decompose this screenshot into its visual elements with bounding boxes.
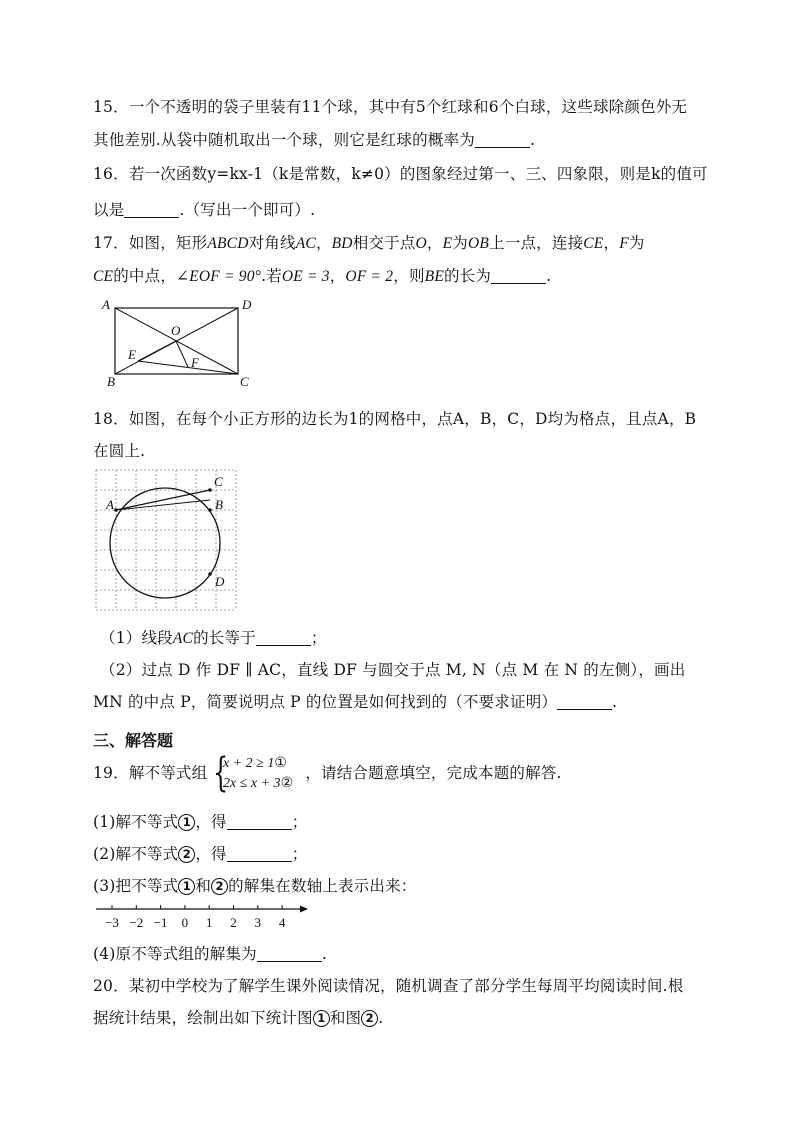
label-a: A <box>102 297 110 312</box>
q19-text: ； <box>291 845 308 863</box>
ineq1-number: ① <box>274 756 287 771</box>
circled-number: 2 <box>211 878 228 895</box>
inequality-1 <box>223 755 287 772</box>
q15-line1: 15．一个不透明的袋子里装有11个球，其中有5个红球和6个白球，这些球除颜色外无 <box>93 98 688 116</box>
q18-text: . <box>612 693 618 711</box>
point-d <box>208 572 212 576</box>
q18-text: 的长等于 <box>193 629 256 647</box>
q17-math: CE <box>583 235 604 252</box>
ineq2-text: 2x ≤ x + 3 <box>223 776 281 791</box>
label-c: C <box>240 374 249 389</box>
q19-text: ，得 <box>195 845 227 863</box>
label-b: B <box>215 497 223 512</box>
q17-text: .若 <box>261 267 282 285</box>
q20-text: 据统计结果，绘制出如下统计图 <box>93 1009 313 1027</box>
label-e: E <box>128 347 136 362</box>
q18-line1: 18．如图，在每个小正方形的边长为1的网格中，点A，B，C，D均为格点，且点A，B <box>93 410 697 428</box>
q17-text: 相交于点 <box>352 234 416 252</box>
label-c: C <box>214 474 223 489</box>
q19-step3 <box>93 876 416 896</box>
circled-number: 1 <box>178 814 195 831</box>
q19-step4 <box>93 944 327 964</box>
q17-math: BE <box>424 268 444 285</box>
number-line <box>96 903 316 935</box>
tick-label: −2 <box>129 915 144 930</box>
answer-blank[interactable] <box>257 945 322 962</box>
answer-blank[interactable] <box>557 693 612 710</box>
tick-label: 1 <box>205 915 213 930</box>
ineq2-number: ② <box>280 776 294 791</box>
q17-line1 <box>93 233 645 254</box>
q18-sub1 <box>100 628 327 649</box>
answer-blank[interactable] <box>124 201 179 218</box>
q17-text: ， <box>603 234 620 252</box>
q17-text: 上一点，连接 <box>489 234 584 252</box>
q19-text: ，得 <box>195 813 227 831</box>
q17-math: O <box>415 235 427 252</box>
q20-line2 <box>93 1008 383 1028</box>
q17-math: E <box>442 235 453 252</box>
ineq1-text: x + 2 ≥ 1 <box>223 756 275 771</box>
answer-blank[interactable] <box>227 813 292 830</box>
circled-number: 2 <box>361 1010 378 1027</box>
q16-line1: 16．若一次函数y=kx-1（k是常数，k≠0）的图象经过第一、三、四象限，则是k的值可 <box>93 165 708 183</box>
q17-text: 的长为 <box>444 267 492 285</box>
q19-text: ，请结合题意填空，完成本题的解答. <box>305 764 562 782</box>
q18-math: AC <box>172 630 194 647</box>
q17-angle: ∠EOF = 90° <box>176 268 262 285</box>
q17-text: 17．如图，矩形 <box>93 234 208 252</box>
segment-ce <box>138 361 238 374</box>
label-f: F <box>191 355 199 370</box>
q17-text: . <box>546 267 552 285</box>
q18-sub2-line2 <box>93 692 617 712</box>
segment-oe <box>138 341 176 361</box>
label-d: D <box>215 574 225 589</box>
q17-line2 <box>93 266 551 287</box>
point-b <box>208 508 212 512</box>
brace: { <box>213 750 229 796</box>
circled-number: 1 <box>178 878 195 895</box>
q17-text: 为 <box>628 234 645 252</box>
q15-period: . <box>529 131 536 149</box>
q17-math: OE = 3 <box>281 268 330 285</box>
q19-text: ； <box>291 813 308 831</box>
segment-a-b <box>116 500 210 510</box>
answer-blank[interactable] <box>475 131 530 148</box>
answer-blank[interactable] <box>227 845 292 862</box>
q15-text: 其他差别.从袋中随机取出一个球，则它是红球的概率为 <box>93 131 475 149</box>
q17-math: F <box>619 235 629 252</box>
inequality-2 <box>223 775 293 792</box>
label-o: O <box>171 323 181 338</box>
q17-text: 对角线 <box>248 234 296 252</box>
tick-label: −1 <box>153 915 168 930</box>
q17-math: BD <box>331 235 353 252</box>
q18-sub2-line1: （2）过点 D 作 DF ∥ AC，直线 DF 与圆交于点 M, N（点 M 在 N 的左侧），画出 <box>100 661 686 679</box>
q17-math: AC <box>295 235 316 252</box>
grid-figure <box>96 470 241 618</box>
q19-intro <box>93 763 562 783</box>
q18-text: MN 的中点 P，简要说明点 P 的位置是如何找到的（不要求证明） <box>93 693 558 711</box>
label-b: B <box>107 374 115 389</box>
q17-text: 的中点， <box>113 267 177 285</box>
tick-label: −3 <box>105 915 119 930</box>
label-a: A <box>106 497 114 512</box>
q19-text: . <box>321 945 327 963</box>
q19-step1 <box>93 812 307 832</box>
q17-text: 为 <box>452 234 468 252</box>
q19-text: 和 <box>195 877 212 895</box>
q15-line2 <box>93 130 535 150</box>
tick-label: 3 <box>254 915 262 930</box>
answer-blank[interactable] <box>491 267 546 284</box>
q18-line2: 在圆上. <box>93 442 146 460</box>
q17-text: ， <box>315 234 332 252</box>
q19-text: 19．解不等式组 <box>93 764 208 782</box>
point-a <box>114 508 118 512</box>
q17-text: ， <box>329 267 346 285</box>
q17-text: ，则 <box>393 267 425 285</box>
q19-text: (1)解不等式 <box>93 813 179 831</box>
q17-math: CE <box>93 268 114 285</box>
point-c <box>208 488 212 492</box>
segment-of <box>176 341 188 367</box>
tick-label: 4 <box>278 915 286 930</box>
label-d: D <box>242 297 252 312</box>
rectangle-figure <box>100 295 260 390</box>
q19-text: 的解集在数轴上表示出来： <box>228 877 417 895</box>
q19-text: (3)把不等式 <box>93 877 179 895</box>
q20-text: 和图 <box>329 1009 362 1027</box>
q16-text: 以是 <box>93 201 125 219</box>
tick-label: 2 <box>230 915 237 930</box>
q16-line2 <box>93 200 315 220</box>
answer-blank[interactable] <box>256 629 311 646</box>
tick-label: 0 <box>181 915 189 930</box>
q17-math: OF = 2 <box>345 268 394 285</box>
q17-text: ， <box>426 234 443 252</box>
q18-text: ； <box>310 629 327 647</box>
circled-number: 2 <box>178 846 195 863</box>
q20-text: . <box>378 1009 384 1027</box>
section-heading: 三、解答题 <box>93 731 174 750</box>
q19-text: (4)原不等式组的解集为 <box>93 945 257 963</box>
q18-text: （1）线段 <box>100 629 173 647</box>
q17-math: OB <box>468 235 490 252</box>
q16-text-end: .（写出一个即可）. <box>179 201 316 219</box>
q19-step2 <box>93 844 307 864</box>
arrow-right-icon <box>300 906 308 913</box>
q17-math: ABCD <box>207 235 249 252</box>
q20-line1: 20．某初中学校为了解学生课外阅读情况，随机调查了部分学生每周平均阅读时间.根 <box>93 977 684 995</box>
circled-number: 1 <box>313 1010 330 1027</box>
q19-text: (2)解不等式 <box>93 845 179 863</box>
grid-lines <box>96 470 236 610</box>
